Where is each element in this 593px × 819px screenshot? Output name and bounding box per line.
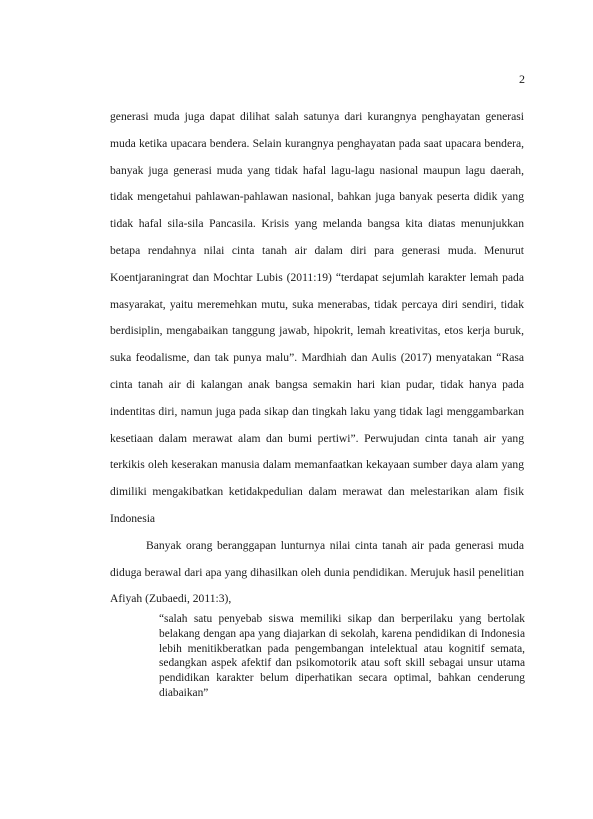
paragraph-1: generasi muda juga dapat dilihat salah satunya dari kurangnya penghayatan generasi muda ketika upacara bendera. Selain kurangnya penghayatan pada saat upacara bendera, banyak juga generasi muda yang tidak hafal lagu-lagu nasional maupun lagu daerah, tidak mengetahui pahlawan-pahlawan nasional, bahkan juga banyak peserta didik yang tidak hafal sila-sila Pancasila. Krisis yang melanda bangsa kita diatas menunjukkan betapa rendahnya nilai cinta tanah air dalam diri para generasi muda. Menurut Koentjaraningrat dan Mochtar Lubis (2011:19) “terdapat sejumlah karakter lemah pada masyarakat, yaitu meremehkan mutu, suka menerabas, tidak percaya diri sendiri, tidak berdisiplin, mengabaikan tanggung jawab, hipokrit, lemah kreativitas, etos kerja buruk, suka feodalisme, dan tak punya malu”. Mardhiah dan Aulis (2017) menyatakan “Rasa cinta tanah air di kalangan anak bangsa semakin hari kian pudar, tidak hanya pada indentitas diri, namun juga pada sikap dan tingkah laku yang tidak lagi menggambarkan kesetiaan dalam merawat alam dan bumi pertiwi”. Perwujudan cinta tanah air yang terkikis oleh keserakan manusia dalam memanfaatkan kekayaan sumber daya alam yang dimiliki mengakibatkan ketidakpedulian dalam merawat dan melestarikan alam fisik Indonesia [110, 110, 524, 525]
body-text [110, 104, 524, 613]
page-number: 2 [519, 72, 525, 86]
block-quote: “salah satu penyebab siswa memiliki sikap dan berperilaku yang bertolak belakang dengan apa yang diajarkan di sekolah, karena pendidikan di Indonesia lebih menitikberatkan pada pengembangan intelektual atau kognitif semata, sedangkan aspek afektif dan psikomotorik atau soft skill sebagai unsur utama pendidikan karakter belum diperhatikan secara optimal, bahkan cenderung diabaikan” [159, 613, 525, 699]
paragraph-2: Banyak orang beranggapan lunturnya nilai cinta tanah air pada generasi muda diduga berawal dari apa yang dihasilkan oleh dunia pendidikan. Merujuk hasil penelitian Afiyah (Zubaedi, 2011:3), [110, 538, 524, 606]
